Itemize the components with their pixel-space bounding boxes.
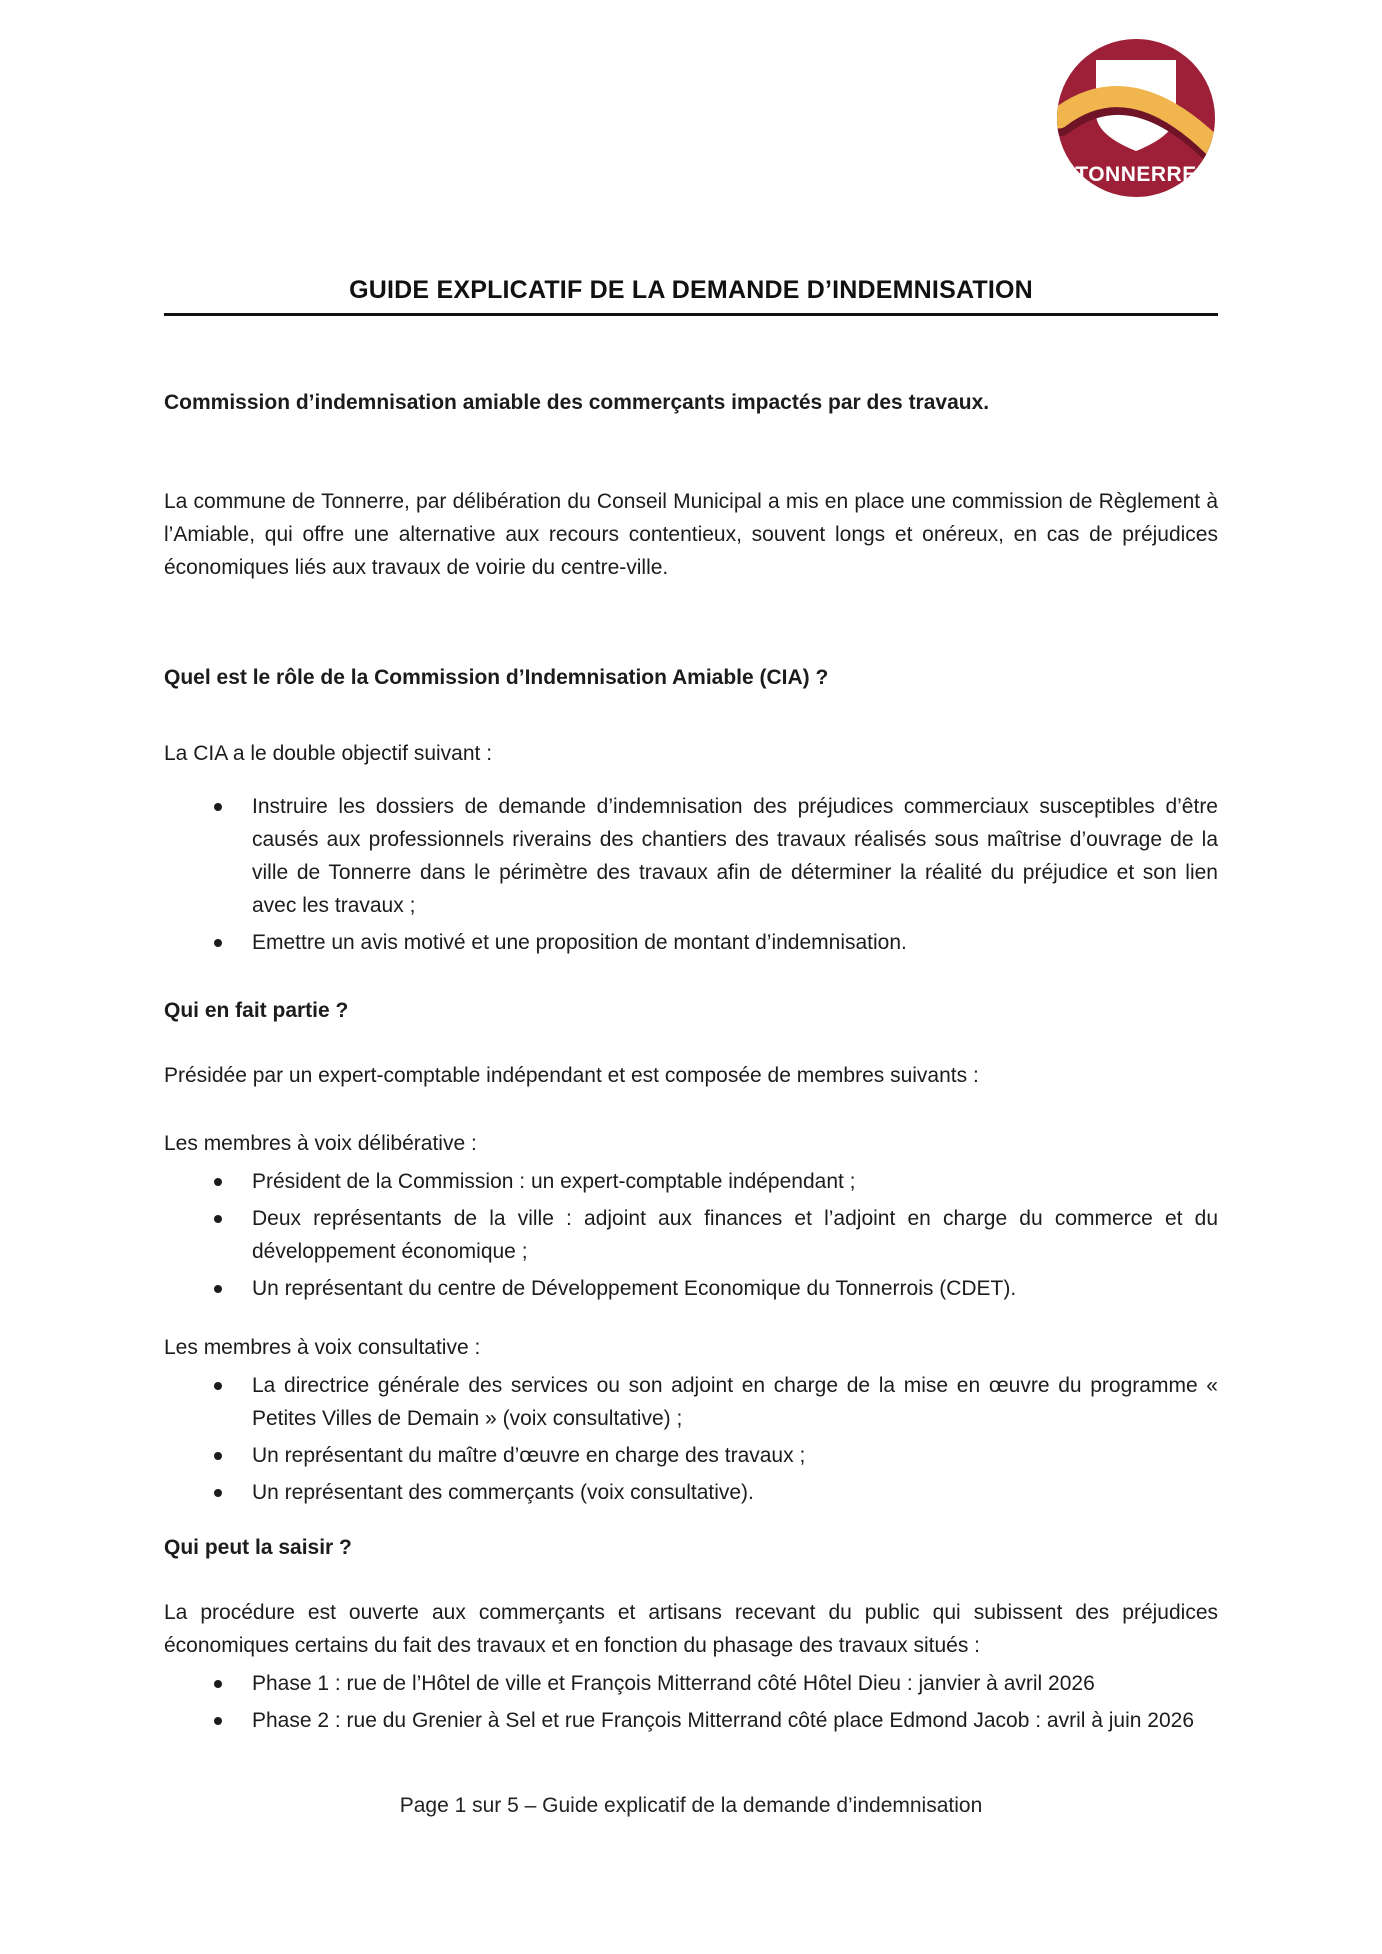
list-item: Un représentant du maître d’œuvre en charge des travaux ; (164, 1439, 1218, 1472)
title-block (164, 276, 1218, 316)
consultative-lead: Les membres à voix consultative : (164, 1336, 481, 1359)
deliberative-list (164, 1165, 1218, 1305)
consultative-list (164, 1369, 1218, 1509)
list-item: Deux représentants de la ville : adjoint aux finances et l’adjoint en charge du commerce et du développement économique ; (164, 1202, 1218, 1268)
list-item: Instruire les dossiers de demande d’indemnisation des préjudices commerciaux susceptibles d’être causés aux professionnels riverains des chantiers des travaux réalisés sous maîtrise d’ouvrage de la ville de Tonnerre dans le périmètre des travaux afin de déterminer la réalité du préjudice et son lien avec les travaux ; (164, 790, 1218, 922)
saisir-list (164, 1667, 1218, 1737)
tonnerre-logo-svg (1055, 38, 1217, 198)
deliberative-lead: Les membres à voix délibérative : (164, 1132, 477, 1155)
section-heading-saisir: Qui peut la saisir ? (164, 1536, 352, 1559)
members-lead: Présidée par un expert-comptable indépendant et est composée de membres suivants : (164, 1064, 979, 1087)
list-item: Un représentant des commerçants (voix consultative). (164, 1476, 1218, 1509)
section-heading-members: Qui en fait partie ? (164, 999, 349, 1022)
tonnerre-logo (1055, 38, 1217, 198)
list-item: Un représentant du centre de Développement Economique du Tonnerrois (CDET). (164, 1272, 1218, 1305)
list-item: Phase 1 : rue de l’Hôtel de ville et François Mitterrand côté Hôtel Dieu : janvier à avril 2026 (164, 1667, 1218, 1700)
intro-paragraph: La commune de Tonnerre, par délibération du Conseil Municipal a mis en place une commission de Règlement à l’Amiable, qui offre une alternative aux recours contentieux, souvent longs et onéreux, en cas de préjudices économiques liés aux travaux de voirie du centre-ville. (164, 490, 1218, 579)
section-heading-role: Quel est le rôle de la Commission d’Indemnisation Amiable (CIA) ? (164, 666, 829, 689)
role-lead: La CIA a le double objectif suivant : (164, 742, 493, 765)
list-item: Président de la Commission : un expert-comptable indépendant ; (164, 1165, 1218, 1198)
saisir-lead: La procédure est ouverte aux commerçants et artisans recevant du public qui subissent des préjudices économiques certains du fait des travaux et en fonction du phasage des travaux situés : (164, 1601, 1218, 1657)
page-footer: Page 1 sur 5 – Guide explicatif de la demande d’indemnisation (399, 1794, 983, 1817)
list-item: La directrice générale des services ou son adjoint en charge de la mise en œuvre du programme « Petites Villes de Demain » (voix consultative) ; (164, 1369, 1218, 1435)
document-title: GUIDE EXPLICATIF DE LA DEMANDE D’INDEMNISATION (349, 276, 1033, 304)
list-item: Phase 2 : rue du Grenier à Sel et rue François Mitterrand côté place Edmond Jacob : avril à juin 2026 (164, 1704, 1218, 1737)
role-list (164, 790, 1218, 959)
list-item: Emettre un avis motivé et une proposition de montant d’indemnisation. (164, 926, 1218, 959)
intro-subtitle: Commission d’indemnisation amiable des commerçants impactés par des travaux. (164, 391, 990, 414)
logo-wordmark: TONNERRE (1075, 163, 1197, 186)
